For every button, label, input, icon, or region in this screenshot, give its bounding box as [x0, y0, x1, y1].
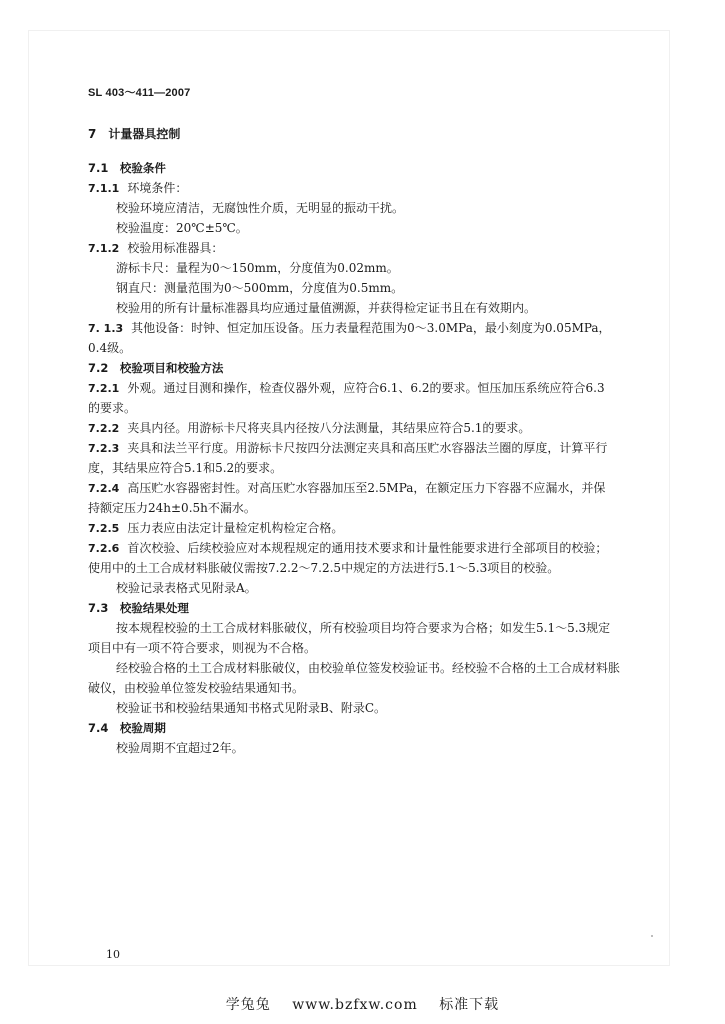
paragraph-line: 游标卡尺：量程为0～150mm，分度值为0.02mm。 [116, 261, 399, 275]
clause-text: 校验用标准器具： [127, 241, 224, 255]
clause-number: 7.2.6 [88, 542, 120, 555]
clause-text: 夹具和法兰平行度。用游标卡尺按四分法测定夹具和高压贮水容器法兰圈的厚度，计算平行 [127, 441, 608, 455]
paragraph-line: 校验周期不宜超过2年。 [116, 741, 244, 755]
paragraph-line: 项目中有一项不符合要求，则视为不合格。 [88, 641, 317, 655]
clause-text: 其他设备：时钟、恒定加压设备。压力表量程范围为0～3.0MPa，最小刻度为0.05MPa， [131, 321, 611, 335]
section-7-title: 7 计量器具控制 [88, 127, 181, 141]
paragraph-line: 校验用的所有计量标准器具均应通过量值溯源，并获得检定证书且在有效期内。 [116, 301, 537, 315]
paragraph-line: 持额定压力24h±0.5h不漏水。 [88, 501, 256, 515]
clause-text: 夹具内径。用游标卡尺将夹具内径按八分法测量，其结果应符合5.1的要求。 [127, 421, 531, 435]
clause-7-1-2 [88, 238, 660, 258]
paragraph-line: 破仪，由校验单位签发校验结果通知书。 [88, 681, 305, 695]
clause-text: 首次校验、后续校验应对本规程规定的通用技术要求和计量性能要求进行全部项目的校验； [127, 541, 608, 555]
clause-number: 7.2.5 [88, 522, 120, 535]
clause-text: 外观。通过目测和操作，检查仪器外观，应符合6.1、6.2的要求。恒压加压系统应符合6.3 [127, 381, 605, 395]
section-7-4-title: 7.4 校验周期 [88, 721, 166, 735]
clause-7-2-5 [88, 518, 660, 538]
clause-text: 压力表应由法定计量检定机构检定合格。 [127, 521, 344, 535]
clause-number: 7. 1.3 [88, 322, 124, 335]
clause-7-2-4 [88, 478, 660, 498]
clause-number: 7.2.1 [88, 382, 120, 395]
footer-site-name: 学兔兔 [225, 997, 271, 1013]
paragraph-line: 按本规程校验的土工合成材料胀破仪，所有校验项目均符合要求为合格；如发生5.1～5.3规定 [116, 621, 611, 635]
document-header: SL 403～411—2007 [88, 87, 191, 99]
paragraph-line: 校验证书和校验结果通知书格式见附录B、附录C。 [116, 701, 387, 715]
footer-url[interactable]: www.bzfxw.com [292, 997, 418, 1013]
clause-number: 7.2.3 [88, 442, 120, 455]
paragraph-line: 校验温度：20℃±5℃。 [116, 221, 248, 235]
clause-7-2-1 [88, 378, 660, 398]
section-7-3-title: 7.3 校验结果处理 [88, 601, 189, 615]
clause-number: 7.2.4 [88, 482, 120, 495]
clause-7-1-3 [88, 318, 660, 338]
clause-7-2-2 [88, 418, 660, 438]
paragraph-line: 度，其结果应符合5.1和5.2的要求。 [88, 461, 283, 475]
paragraph-line: 经校验合格的土工合成材料胀破仪，由校验单位签发校验证书。经校验不合格的土工合成材料胀 [116, 661, 621, 675]
paragraph-line: 钢直尺：测量范围为0～500mm，分度值为0.5mm。 [116, 281, 404, 295]
paragraph-line: 校验记录表格式见附录A。 [116, 581, 257, 595]
clause-7-2-3 [88, 438, 660, 458]
footer-watermark [0, 994, 725, 1014]
clause-text: 高压贮水容器密封性。对高压贮水容器加压至2.5MPa，在额定压力下容器不应漏水，并保 [127, 481, 606, 495]
footer-tagline: 标准下载 [439, 997, 500, 1013]
clause-text: 环境条件： [127, 181, 188, 195]
scan-speck [651, 935, 653, 937]
section-7-1-title: 7.1 校验条件 [88, 161, 166, 175]
paragraph-line: 0.4级。 [88, 341, 132, 355]
page-number: 10 [106, 948, 120, 961]
paragraph-line: 的要求。 [88, 401, 137, 415]
section-7-2-title: 7.2 校验项目和校验方法 [88, 361, 224, 375]
paragraph-line: 校验环境应清洁，无腐蚀性介质，无明显的振动干扰。 [116, 201, 405, 215]
clause-number: 7.1.2 [88, 242, 120, 255]
paragraph-line: 使用中的土工合成材料胀破仪需按7.2.2～7.2.5中规定的方法进行5.1～5.3项目的校验。 [88, 561, 560, 575]
document-body [88, 118, 660, 758]
clause-number: 7.2.2 [88, 422, 120, 435]
clause-7-2-6 [88, 538, 660, 558]
clause-number: 7.1.1 [88, 182, 120, 195]
clause-7-1-1 [88, 178, 660, 198]
